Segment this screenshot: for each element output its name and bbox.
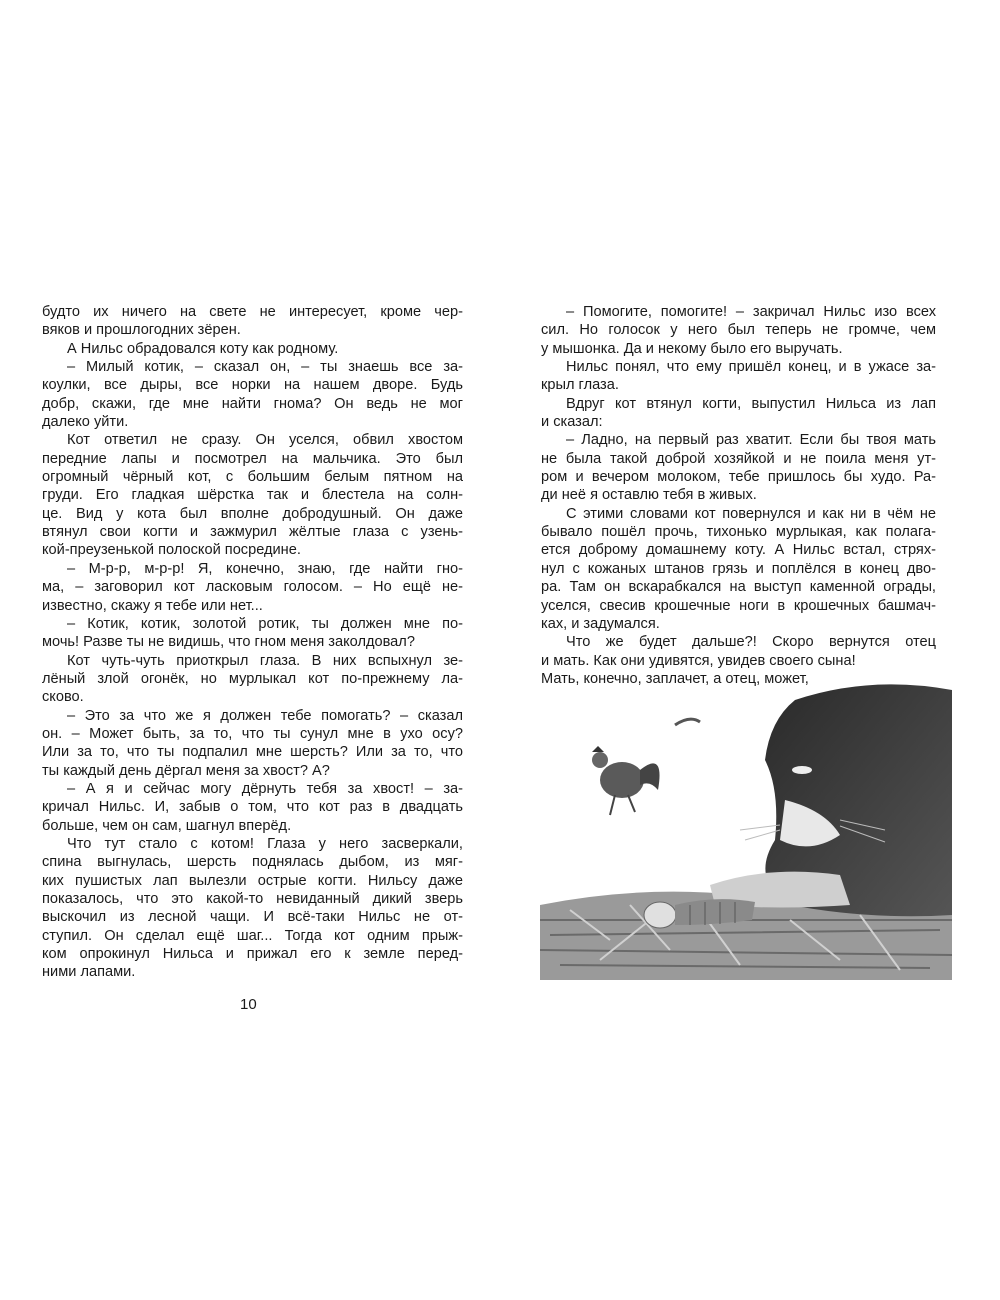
text-line: выскочил из лесной чащи. И всё-таки Нильс не от- (42, 909, 463, 926)
page-number: 10 (240, 996, 257, 1013)
text-line: ступил. Он сделал ещё шаг... Тогда кот одним прыж- (42, 927, 463, 944)
text-line: Что тут стало с котом! Глаза у него засверкали, (67, 835, 463, 852)
text-line: С этими словами кот повернулся и как ни в чём не (566, 505, 936, 522)
text-line: Кот чуть-чуть приоткрыл глаза. В них вспыхнул зе- (67, 652, 463, 669)
text-line: известно, скажу я тебе или нет... (42, 597, 263, 614)
text-line: крыл глаза. (541, 377, 619, 394)
text-line: кричал Нильс. И, забыв о том, что кот раз в двадцать (42, 799, 463, 816)
text-line: ром и вечером молоком, тебе пришлось бы худо. Ра- (541, 469, 936, 486)
text-line: – Это за что же я должен тебе помогать? – сказал (67, 707, 463, 724)
text-line: кой-преузенькой полоской посредине. (42, 542, 301, 559)
text-line: далеко уйти. (42, 414, 129, 431)
text-line: Мать, конечно, заплачет, а отец, может, (541, 670, 809, 687)
text-line: ты каждый день дёргал меня за хвост? А? (42, 762, 330, 779)
text-line: бывало пошёл прочь, тихонько мурлыкая, как полага- (541, 524, 936, 541)
text-line: больше, чем он сам, шагнул вперёд. (42, 817, 292, 834)
text-line: ках, и задумался. (541, 615, 660, 632)
text-line: ди неё я оставлю тебя в живых. (541, 487, 757, 504)
text-line: нул с кожаных штанов грязь и поплёлся в конец дво- (541, 560, 936, 577)
text-line: – А я и сейчас могу дёрнуть тебя за хвост! – за- (67, 780, 463, 797)
text-line: Кот ответил не сразу. Он уселся, обвил хвостом (67, 432, 463, 449)
text-line: ра. Там он вскарабкался на выступ каменной ограды, (541, 579, 936, 596)
text-line: А Нильс обрадовался коту как родному. (67, 340, 339, 357)
right-page-text (541, 303, 936, 688)
text-line: спина выгнулась, шерсть поднялась дыбом, из мяг- (42, 854, 463, 871)
text-line: Или за то, что ты подпалил мне шерсть? Или за то, что (42, 744, 463, 761)
text-line: лёный злой огонёк, но мурлыкал кот по-прежнему ла- (42, 670, 463, 687)
text-line: добр, скажи, где мне найти гнома? Он ведь не мог (42, 395, 463, 412)
text-line: втянул свои когти и зажмурил жёлтые глаза с узень- (42, 524, 463, 541)
rooster (592, 746, 660, 815)
text-line: ними лапами. (42, 964, 136, 981)
text-line: – Котик, котик, золотой ротик, ты должен мне по- (67, 615, 463, 632)
text-line: Вдруг кот втянул когти, выпустил Нильса из лап (566, 395, 936, 412)
cat-and-nils-illustration (540, 680, 952, 980)
text-line: он. – Может быть, за то, что ты сунул мне в ухо осу? (42, 725, 463, 742)
text-line: це. Вид у кота был вполне добродушный. Он даже (42, 505, 463, 522)
text-line: сково. (42, 689, 84, 706)
text-line: огромный чёрный кот, с большим белым пятном на (42, 469, 463, 486)
text-line: не была такой доброй хозяйкой и не поила меня ут- (541, 450, 936, 467)
text-line: показалось, что это какой-то невиданный дикий зверь (42, 891, 463, 907)
text-line: – Ладно, на первый раз хватит. Если бы твоя мать (566, 432, 936, 449)
text-line: передние лапы и посмотрел на мальчика. Это был (42, 450, 463, 467)
text-line: и сказал: (541, 414, 603, 431)
text-line: – М-р-р, м-р-р! Я, конечно, знаю, где найти гно- (67, 560, 463, 577)
text-line: ких пушистых лап вылезли острые когти. Нильсу даже (42, 872, 463, 889)
text-line: и мать. Как они удивятся, увидев своего сына! (541, 652, 856, 669)
cat (710, 684, 952, 916)
text-line: коулки, все дыры, все норки на нашем дворе. Будь (42, 377, 463, 394)
left-page-text (42, 303, 463, 982)
text-line: будто их ничего на свете не интересует, кроме чер- (42, 304, 463, 320)
text-line: сил. Но голосок у него был теперь не громче, чем (541, 322, 936, 339)
text-line: Что же будет дальше?! Скоро вернутся отец (566, 634, 936, 651)
text-line: ется доброму домашнему коту. А Нильс встал, стрях- (541, 542, 936, 559)
text-line: – Помогите, помогите! – закричал Нильс изо всех (566, 304, 936, 320)
text-line: мочь! Разве ты не видишь, что гном меня заколдовал? (42, 634, 415, 651)
text-line: груди. Его гладкая шёрстка так и блестела на солн- (42, 487, 463, 504)
text-line: – Милый котик, – сказал он, – ты знаешь все за- (67, 359, 463, 376)
text-line: ма, – заговорил кот ласковым голосом. – Но ещё не- (42, 579, 463, 596)
text-line: вяков и прошлогодних зёрен. (42, 322, 241, 339)
text-line: ком опрокинул Нильса и прижал его к земле перед- (42, 946, 463, 963)
flying-feather (675, 719, 700, 725)
text-line: уселся, свесив крошечные ноги в крошечных башмач- (541, 597, 936, 614)
text-line: Нильс понял, что ему пришёл конец, и в ужасе за- (566, 359, 936, 376)
text-line: у мышонка. Да и некому было его выручать. (541, 340, 843, 357)
